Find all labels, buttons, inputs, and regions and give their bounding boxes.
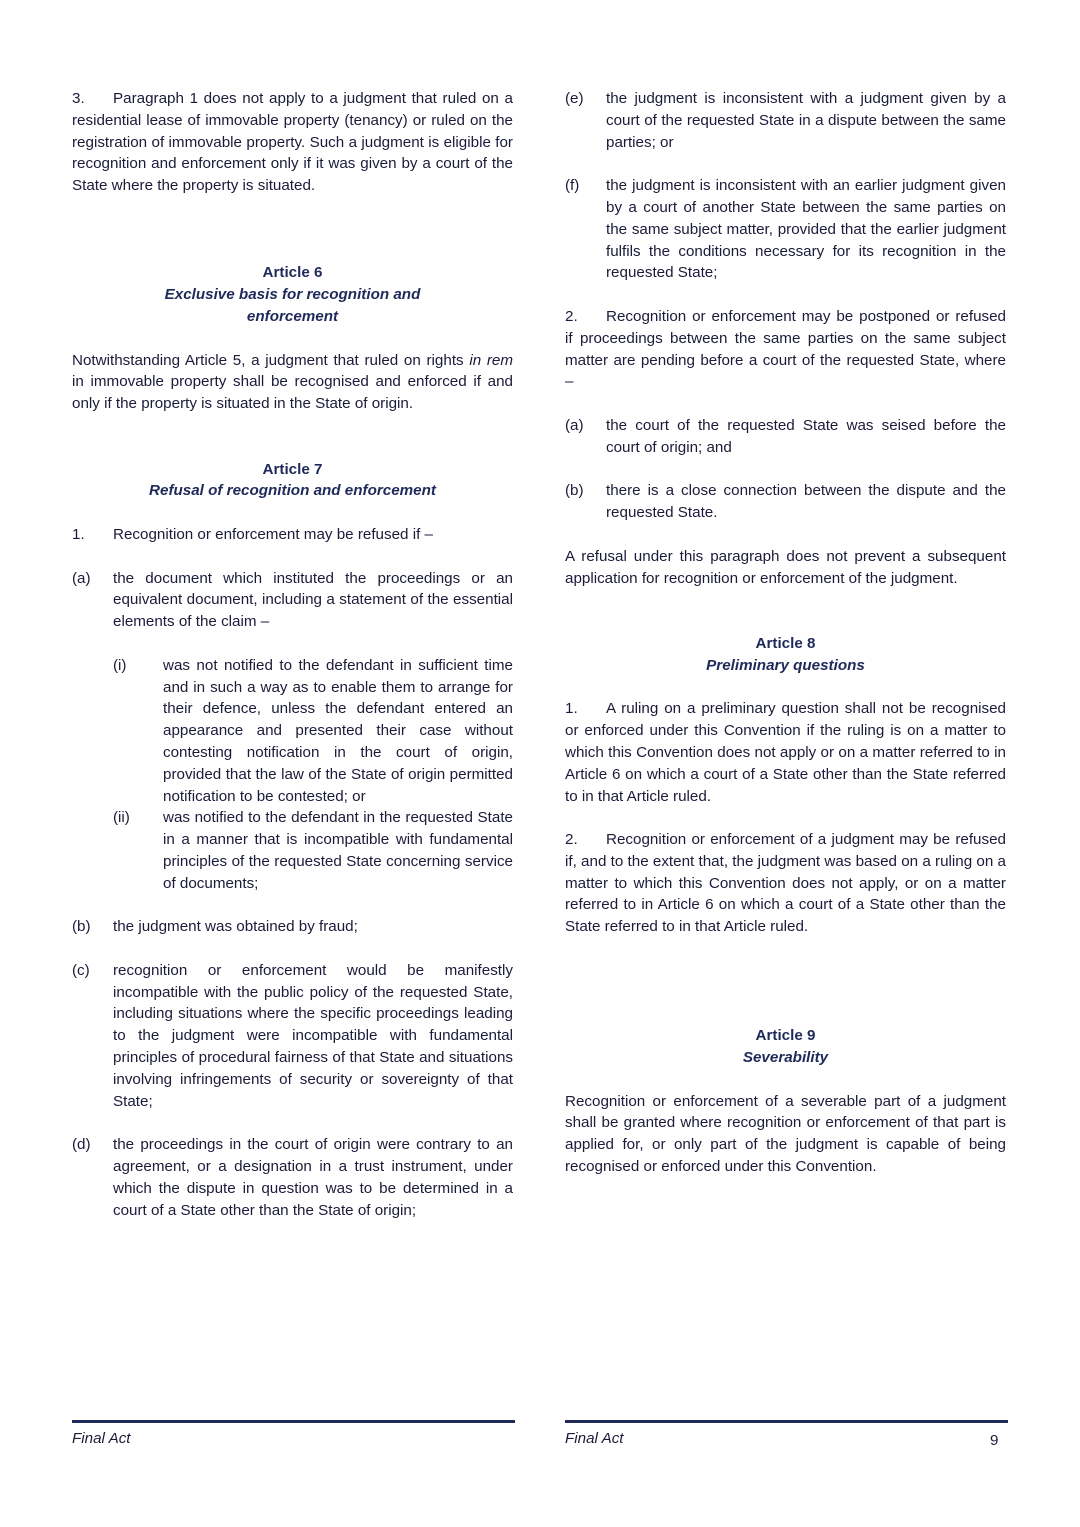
item-text: the proceedings in the court of origin were contrary to an agreement, or a designation in a trust instrument, under which the dispute in question was to be determined in a court of a State other than the State of origin; [113,1136,513,1219]
subitem-label: (ii) [113,809,130,827]
paragraph-3 [72,88,513,197]
paragraph-number: 1. [72,525,85,543]
article-6-text-part1: Notwithstanding Article 5, a judgment that ruled on rights [72,351,470,369]
item-text: there is a close connection between the dispute and the requested State. [606,482,1006,522]
item-label: (c) [72,961,90,979]
paragraph-text: Recognition or enforcement may be postponed or refused if proceedings between the same parties on the same subject matter are pending before a court of the requested State, where – [565,307,1006,391]
item-text: recognition or enforcement would be manifestly incompatible with the public policy of the requested State, including situations where the specific proceedings leading to the judgment were incompatible with fundamental principles of procedural fairness of that State and situations involving infringements of security or sovereignty of that State; [113,961,513,1110]
item-c [72,960,513,1113]
subitem-label: (i) [113,656,127,674]
subitem-i [113,655,513,808]
footer-label-left: Final Act [72,1430,131,1447]
paragraph-number: 1. [565,700,578,718]
paragraph-number: 2. [565,307,578,325]
item-label: (a) [565,416,584,434]
item-text: the judgment is inconsistent with a judgment given by a court of the requested State in a dispute between the same parties; or [606,90,1006,151]
item-2b [565,480,1006,524]
item-b [72,916,513,938]
footer-rule-left [72,1420,515,1423]
paragraph-number: 3. [72,90,85,107]
left-column [72,88,513,1221]
article-6-subtitle-line2: enforcement [246,307,339,325]
paragraph-number: 2. [565,831,578,849]
footer-label-right: Final Act [565,1430,624,1447]
item-text: the judgment was obtained by fraud; [113,918,358,936]
item-f [565,175,1006,284]
article-6-title: Article 6 [262,264,323,282]
item-label: (f) [565,177,580,195]
item-e [565,88,1006,153]
item-text: the document which instituted the proceedings or an equivalent document, including a statement of the essential elements of the claim – [113,569,513,631]
article-6-text [72,350,513,415]
article-6-subtitle-line1: Exclusive basis for recognition and [164,286,421,304]
right-column [565,88,1006,1178]
item-a [72,568,513,633]
subitem-text: was notified to the defendant in the requested State in a manner that is incompatible with fundamental principles of the requested State concerning service of documents; [163,809,513,892]
article-8-title: Article 8 [755,634,816,652]
item-text: the judgment is inconsistent with an earlier judgment given by a court of another State between the same parties on the same subject matter, provided that the earlier judgment fulfils the conditions necessary for its recognition in the requested State; [606,177,1006,282]
item-2a [565,415,1006,459]
article-8-paragraph-2 [565,829,1006,938]
paragraph-text: Paragraph 1 does not apply to a judgment that ruled on a residential lease of immovable property (tenancy) or ruled on the registration of immovable property. Such a judgment is eligible for recognition and enforcement only if it was given by a court of the State where the property is situated. [72,90,513,195]
paragraph-text: Recognition or enforcement may be refused if – [113,525,433,543]
item-label: (b) [72,918,91,936]
article-7-paragraph-1 [72,524,513,546]
article-7-title: Article 7 [262,460,323,478]
article-7-paragraph-2 [565,306,1006,393]
subitem-ii [113,807,513,894]
page-number: 9 [990,1432,999,1449]
footer-rule-right [565,1420,1008,1423]
item-label: (e) [565,90,584,107]
article-8-paragraph-1 [565,698,1006,807]
paragraph-text: Recognition or enforcement of a judgment may be refused if, and to the extent that, the judgment was based on a ruling on a matter to which this Convention does not apply, or on a matter referred to in Article 6 on which a court of a State other than the State referred to in that Article ruled. [565,831,1006,936]
article-6-text-emphasis: in rem [469,351,513,369]
item-label: (a) [72,569,91,587]
item-text: the court of the requested State was seised before the court of origin; and [606,416,1006,456]
item-label: (b) [565,482,584,500]
article-6-text-part2: in immovable property shall be recognised and enforced if and only if the property is situated in the State of origin. [72,373,513,413]
item-label: (d) [72,1136,91,1154]
article-7-subtitle: Refusal of recognition and enforcement [149,482,436,500]
subitem-text: was not notified to the defendant in sufficient time and in such a way as to enable them to arrange for their defence, unless the defendant entered an appearance and presented their case without contesting notification in the court of origin, provided that the law of the State of origin permitted notification to be contested; or [163,656,513,805]
item-d [72,1134,513,1221]
article-9-subtitle: Severability [742,1049,829,1067]
article-9-text: Recognition or enforcement of a severable part of a judgment shall be granted where recognition or enforcement of that part is applied for, or only part of the judgment is capable of being recognised or enforced under this Convention. [565,1092,1006,1176]
refusal-note: A refusal under this paragraph does not prevent a subsequent application for recognition or enforcement of the judgment. [565,547,1006,587]
article-8-subtitle: Preliminary questions [706,656,865,674]
article-9-title: Article 9 [755,1027,816,1045]
paragraph-text: A ruling on a preliminary question shall not be recognised or enforced under this Convention if the ruling is on a matter to which this Convention does not apply or on a matter referred to in Article 6 on which a court of a State other than the State referred to in that Article ruled. [565,700,1006,805]
